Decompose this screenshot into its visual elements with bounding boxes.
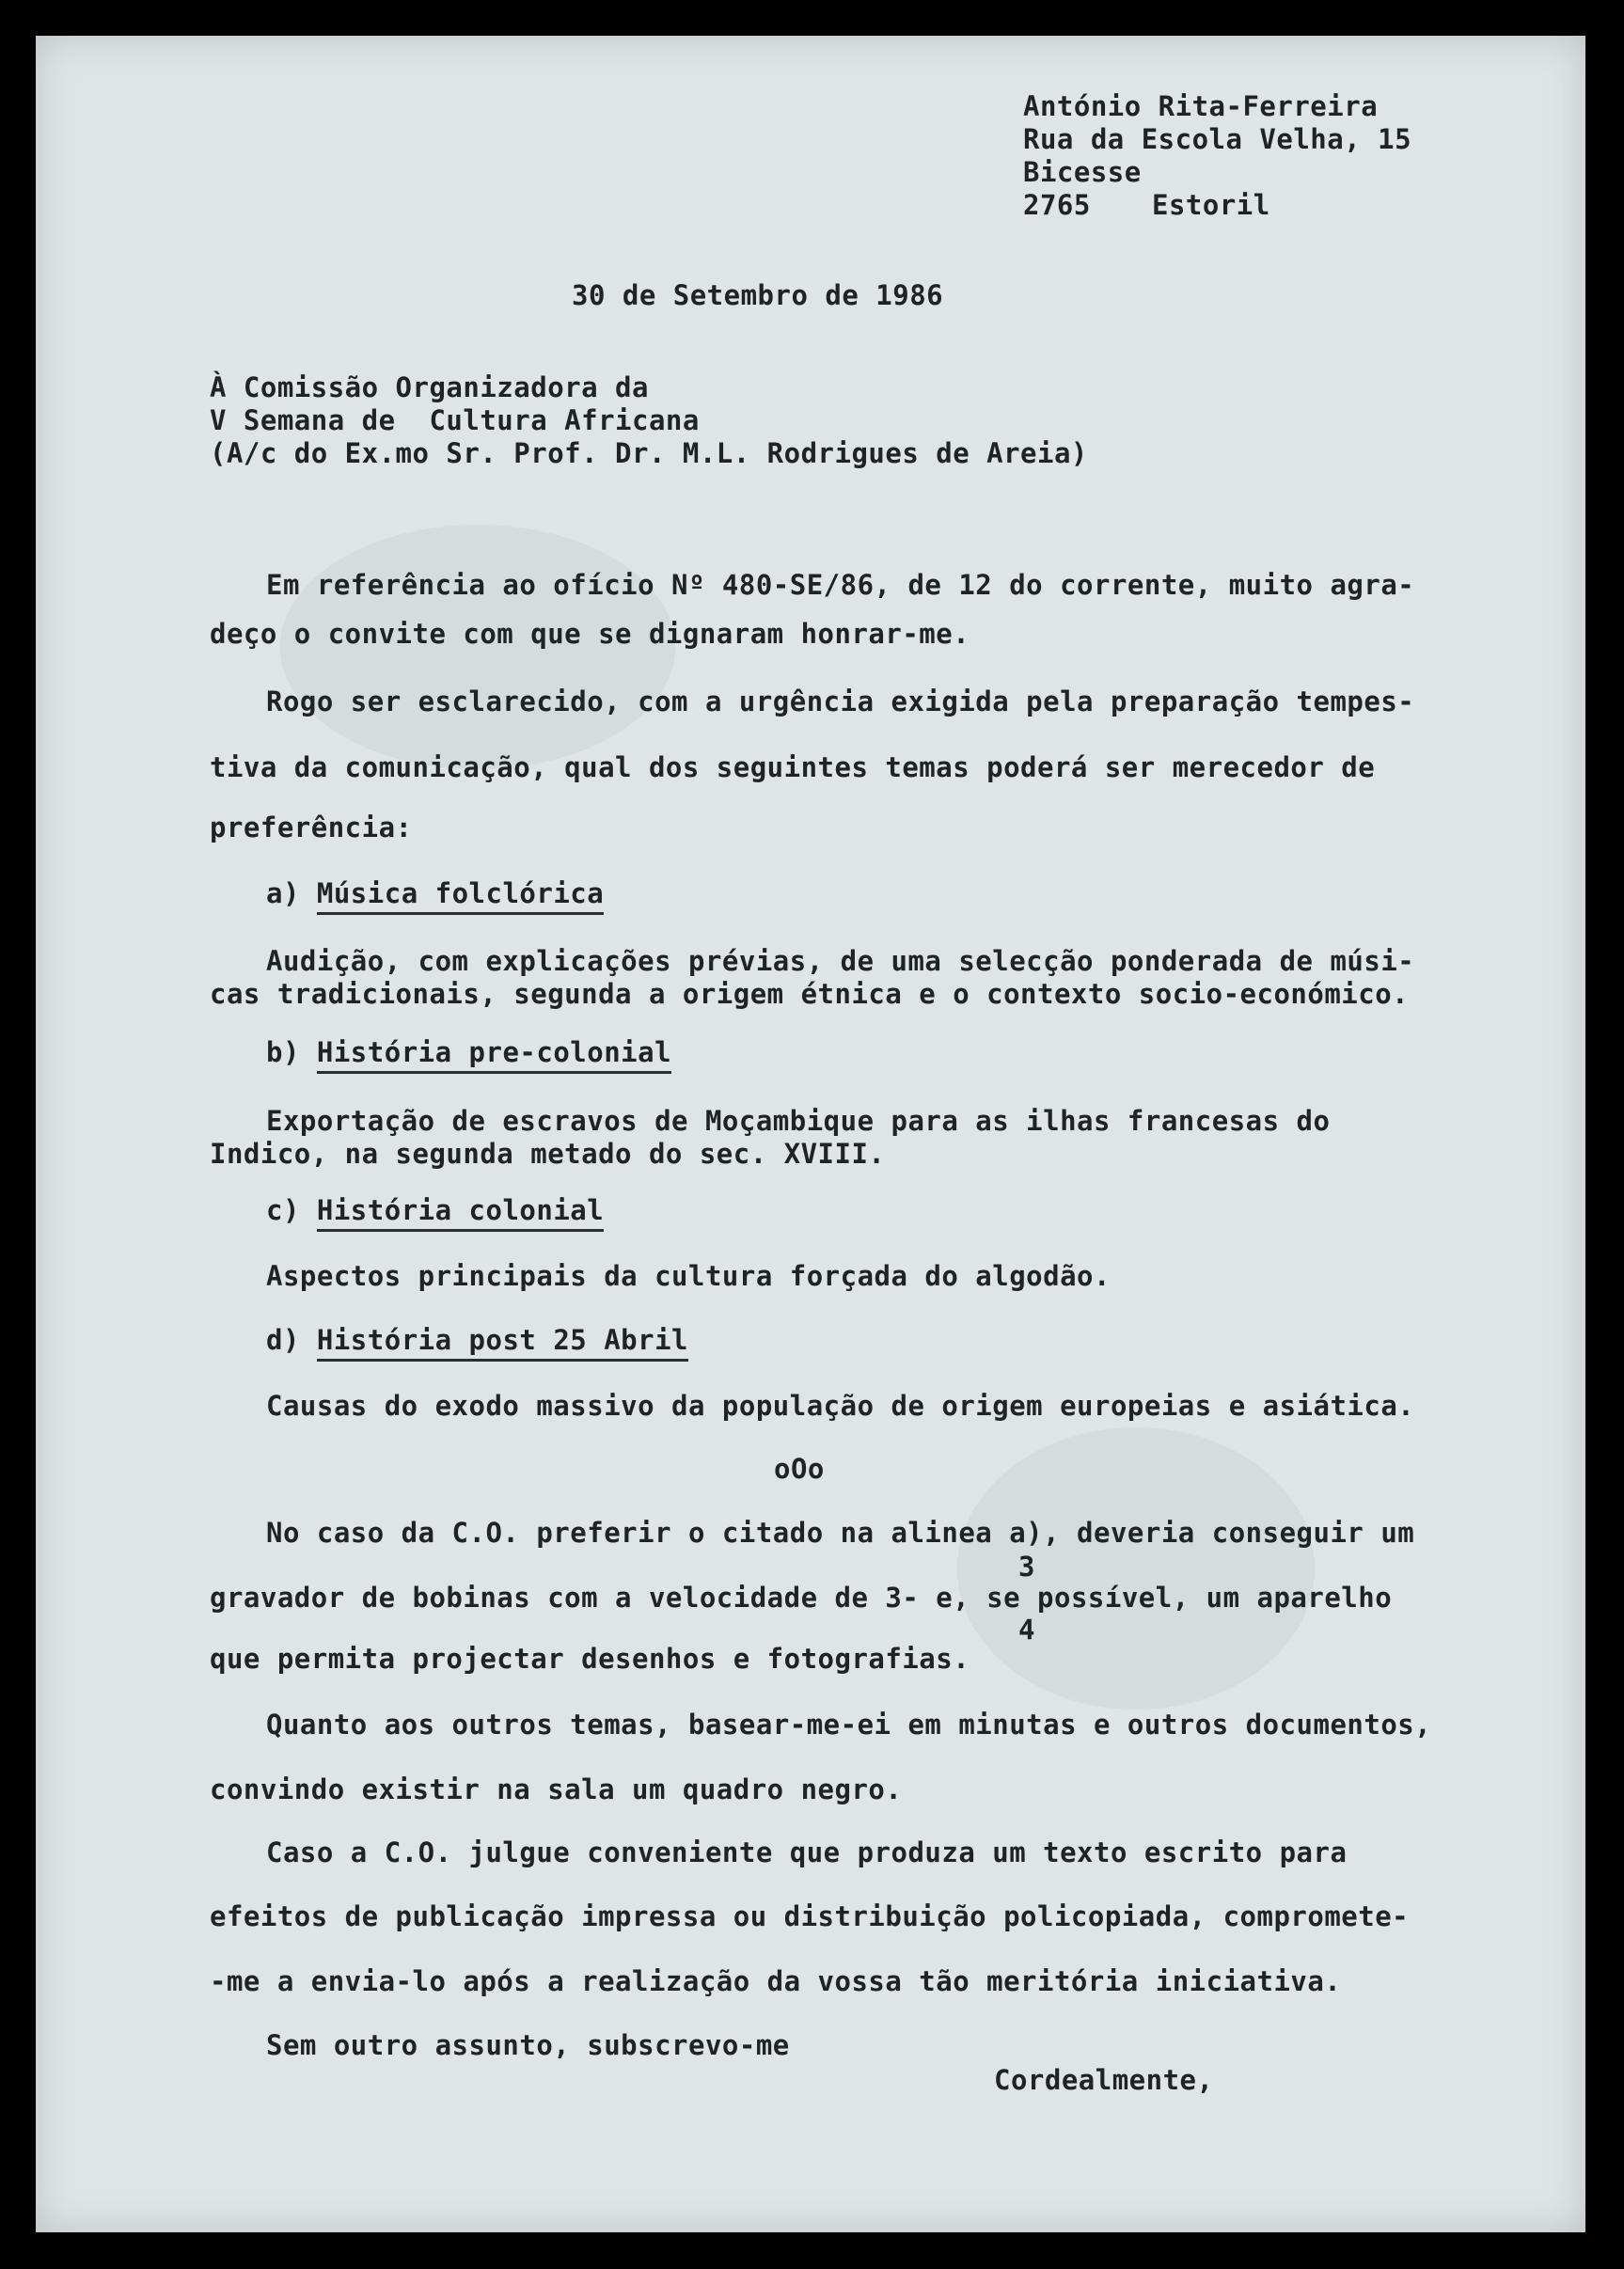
sender-street: Rua da Escola Velha, 15 xyxy=(1023,123,1412,155)
topic-desc: Exportação de escravos de Moçambique para as ilhas francesas do xyxy=(266,1105,1331,1137)
fraction-denominator: 4 xyxy=(1018,1614,1035,1646)
sender-city: Estoril xyxy=(1152,189,1270,221)
topic-desc: Causas do exodo massivo da população de origem europeias e asiática. xyxy=(266,1390,1415,1422)
body-line: tiva da comunicação, qual dos seguintes temas poderá ser merecedor de xyxy=(210,751,1376,783)
topic-desc: Indico, na segunda metado do sec. XVIII. xyxy=(210,1138,886,1170)
section-separator: oOo xyxy=(774,1453,825,1485)
topic-desc: Aspectos principais da cultura forçada do algodão. xyxy=(266,1260,1111,1292)
body-line: Quanto aos outros temas, basear-me-ei em minutas e outros documentos, xyxy=(266,1709,1432,1741)
body-line: convindo existir na sala um quadro negro. xyxy=(210,1773,903,1805)
topic-letter: a) xyxy=(266,877,300,909)
body-line: Sem outro assunto, subscrevo-me xyxy=(266,2029,790,2061)
letter-body xyxy=(210,569,1564,2151)
body-line-part: gravador de bobinas com a velocidade de 3 xyxy=(210,1582,903,1614)
letter-page xyxy=(36,36,1585,2232)
body-line: Em referência ao ofício Nº 480-SE/86, de 12 do corrente, muito agra- xyxy=(266,569,1415,601)
sender-locality: Bicesse xyxy=(1023,156,1142,188)
topic-title: História post 25 Abril xyxy=(317,1324,688,1362)
letter-date: 30 de Setembro de 1986 xyxy=(572,279,944,311)
body-line: que permita projectar desenhos e fotografias. xyxy=(210,1643,970,1675)
topic-title: História pre-colonial xyxy=(317,1036,671,1074)
body-line: deço o convite com que se dignaram honrar-me. xyxy=(210,618,970,650)
topic-letter: b) xyxy=(266,1036,300,1068)
body-line-part: - e, se possível, um aparelho xyxy=(902,1582,1393,1614)
sender-name: António Rita-Ferreira xyxy=(1023,90,1379,122)
topic-desc: Audição, com explicações prévias, de uma selecção ponderada de músi- xyxy=(266,945,1415,977)
topic-c-heading xyxy=(266,1194,605,1226)
topic-d-heading xyxy=(266,1324,688,1356)
body-line: Caso a C.O. julgue conveniente que produza um texto escrito para xyxy=(266,1836,1348,1868)
topic-a-heading xyxy=(266,877,605,909)
topic-b-heading xyxy=(266,1036,672,1068)
topic-letter: c) xyxy=(266,1194,300,1226)
body-line: -me a envia-lo após a realização da vossa tão meritória iniciativa. xyxy=(210,1965,1342,1997)
recipient-block xyxy=(210,371,1338,478)
topic-title: Música folclórica xyxy=(317,877,604,915)
sender-address xyxy=(1023,90,1550,225)
topic-title: História colonial xyxy=(317,1194,604,1232)
fraction-numerator: 3 xyxy=(1018,1551,1035,1583)
sender-postal-code: 2765 xyxy=(1023,189,1091,221)
body-line: No caso da C.O. preferir o citado na alinea a), deveria conseguir um xyxy=(266,1517,1415,1549)
recipient-line: V Semana de Cultura Africana xyxy=(210,404,700,436)
topic-desc: cas tradicionais, segunda a origem étnica e o contexto socio-económico. xyxy=(210,978,1410,1010)
recipient-line: À Comissão Organizadora da xyxy=(210,371,649,403)
topic-letter: d) xyxy=(266,1324,300,1356)
body-line xyxy=(210,1584,1392,1612)
body-line: Rogo ser esclarecido, com a urgência exigida pela preparação tempes- xyxy=(266,685,1415,717)
recipient-line: (A/c do Ex.mo Sr. Prof. Dr. M.L. Rodrigues de Areia) xyxy=(210,437,1088,469)
signoff: Cordealmente, xyxy=(994,2064,1214,2096)
body-line: preferência: xyxy=(210,811,413,843)
body-line: efeitos de publicação impressa ou distribuição policopiada, compromete- xyxy=(210,1900,1410,1932)
